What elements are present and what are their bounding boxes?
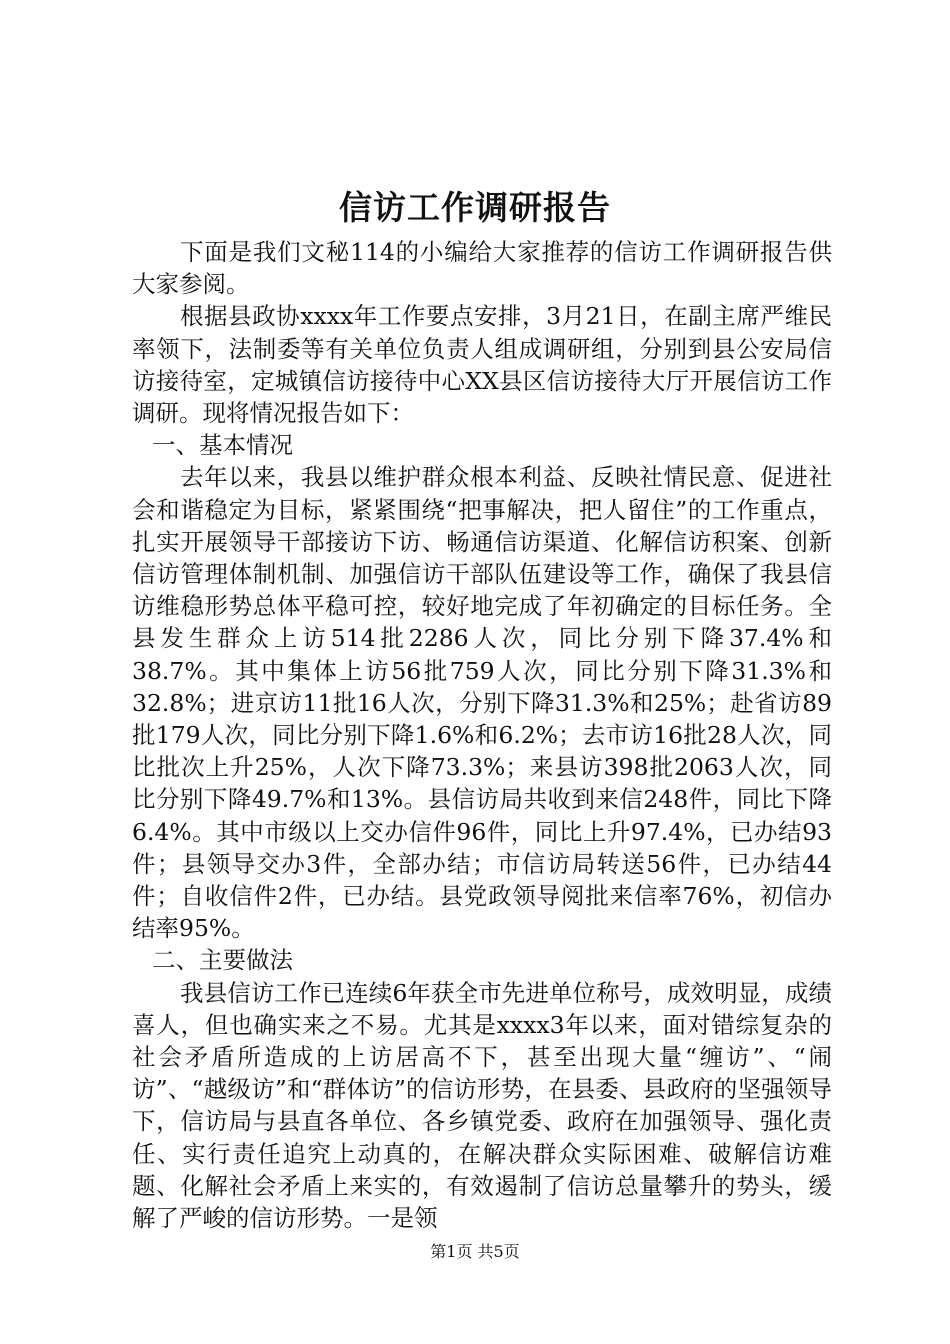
background-paragraph: 根据县政协xxxx年工作要点安排，3月21日，在副主席严维民率领下，法制委等有关单位负责人组成调研组，分别到县公安局信访接待室，定城镇信访接待中心XX县区信访接待大厅开展信访工作调研。现将情况报告如下： [132, 302, 832, 428]
section-heading-basic-situation: 一、基本情况 [152, 431, 293, 460]
page-number-footer: 第1页 共5页 [430, 1242, 520, 1261]
document-body [132, 236, 832, 1234]
main-practices-paragraph: 我县信访工作已连续6年获全市先进单位称号，成效明显，成绩喜人，但也确实来之不易。尤其是xxxx3年以来，面对错综复杂的社会矛盾所造成的上访居高不下，甚至出现大量“缠访”、“闹访”、“越级访”和“群体访”的信访形势，在县委、县政府的坚强领导下，信访局与县直各单位、各乡镇党委、政府在加强领导、强化责任、实行责任追究上动真的，在解决群众实际困难、破解信访难题、化解社会矛盾上来实的，有效遏制了信访总量攀升的势头，缓解了严峻的信访形势。一是领 [132, 978, 832, 1233]
basic-situation-paragraph: 去年以来，我县以维护群众根本利益、反映社情民意、促进社会和谐稳定为目标，紧紧围绕“把事解决，把人留住”的工作重点，扎实开展领导干部接访下访、畅通信访渠道、化解信访积案、创新信访管理体制机制、加强信访干部队伍建设等工作，确保了我县信访维稳形势总体平稳可控，较好地完成了年初确定的目标任务。全县发生群众上访514批2286人次，同比分别下降37.4%和38.7%。其中集体上访56批759人次，同比分别下降31.3%和32.8%；进京访11批16人次，分别下降31.3%和25%；赴省访89批179人次，同比分别下降1.6%和6.2%；去市访16批28人次，同比批次上升25%，人次下降73.3%；来县访398批2063人次，同比分别下降49.7%和13%。县信访局共收到来信248件，同比下降6.4%。其中市级以上交办信件96件，同比上升97.4%，已办结93件；县领导交办3件，全部办结；市信访局转送56件，已办结44件；自收信件2件，已办结。县党政领导阅批来信率76%，初信办结率95%。 [132, 463, 832, 943]
intro-paragraph: 下面是我们文秘114的小编给大家推荐的信访工作调研报告供大家参阅。 [132, 238, 832, 299]
document-title: 信访工作调研报告 [339, 188, 611, 227]
section-heading-main-practices: 二、主要做法 [152, 946, 293, 975]
